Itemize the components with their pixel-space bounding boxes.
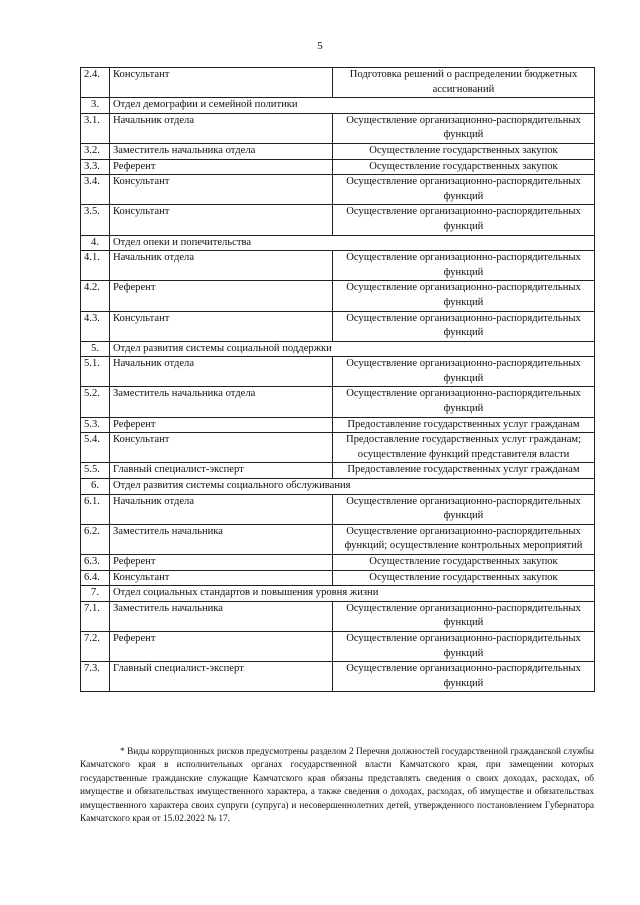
positions-table-body [81, 68, 595, 692]
position-title: Референт [110, 281, 333, 311]
position-title: Консультант [110, 570, 333, 586]
table-row [81, 281, 595, 311]
table-row [81, 175, 595, 205]
position-title: Начальник отдела [110, 113, 333, 143]
corruption-risk-function: Осуществление организационно-распорядительных функций [333, 631, 595, 661]
table-row [81, 601, 595, 631]
table-row [81, 113, 595, 143]
row-number: 5.4. [81, 433, 110, 463]
row-number: 5.5. [81, 463, 110, 479]
row-number: 3.5. [81, 205, 110, 235]
section-row [81, 479, 595, 495]
corruption-risk-function: Предоставление государственных услуг гражданам [333, 463, 595, 479]
corruption-risk-function: Подготовка решений о распределении бюджетных ассигнований [333, 68, 595, 98]
corruption-risk-function: Осуществление организационно-распорядительных функций [333, 311, 595, 341]
corruption-risk-function: Осуществление организационно-распорядительных функций [333, 357, 595, 387]
row-number: 7.1. [81, 601, 110, 631]
position-title: Заместитель начальника [110, 524, 333, 554]
corruption-risk-function: Осуществление организационно-распорядительных функций [333, 601, 595, 631]
corruption-risk-function: Осуществление организационно-распорядительных функций [333, 113, 595, 143]
section-row [81, 586, 595, 602]
table-row [81, 570, 595, 586]
table-row [81, 251, 595, 281]
row-number: 7.3. [81, 662, 110, 692]
row-number: 3.4. [81, 175, 110, 205]
table-row [81, 555, 595, 571]
position-title: Начальник отдела [110, 494, 333, 524]
table-row [81, 357, 595, 387]
corruption-risk-function: Осуществление организационно-распорядительных функций [333, 494, 595, 524]
section-title: Отдел опеки и попечительства [110, 235, 595, 251]
row-number: 6.3. [81, 555, 110, 571]
position-title: Консультант [110, 68, 333, 98]
row-number: 5.2. [81, 387, 110, 417]
section-row [81, 235, 595, 251]
corruption-risk-function: Осуществление организационно-распорядительных функций [333, 662, 595, 692]
row-number: 3.3. [81, 159, 110, 175]
section-title: Отдел развития системы социального обслуживания [110, 479, 595, 495]
table-row [81, 387, 595, 417]
position-title: Заместитель начальника отдела [110, 387, 333, 417]
table-row [81, 311, 595, 341]
corruption-risk-function: Осуществление государственных закупок [333, 143, 595, 159]
row-number: 6.1. [81, 494, 110, 524]
section-number: 6. [81, 479, 110, 495]
table-row [81, 143, 595, 159]
table-row [81, 159, 595, 175]
position-title: Главный специалист-эксперт [110, 463, 333, 479]
position-title: Начальник отдела [110, 251, 333, 281]
table-row [81, 68, 595, 98]
corruption-risk-function: Осуществление организационно-распорядительных функций [333, 205, 595, 235]
position-title: Консультант [110, 175, 333, 205]
row-number: 2.4. [81, 68, 110, 98]
footnote: * Виды коррупционных рисков предусмотрены разделом 2 Перечня должностей государственной гражданской службы Камчатского края в исполнительных органах государственной власти Камчатского края, при замещении которых государственные гражданские служащие Камчатского края обязаны представлять сведения о своих доходах, расходах, об имуществе и обязательствах имущественного характера, а также сведения о доходах, расходах, об имуществе и обязательствах имущественного характера своих супруги (супруга) и несовершеннолетних детей, утвержденного постановлением Губернатора Камчатского края от 15.02.2022 № 17. [80, 747, 594, 825]
section-number: 7. [81, 586, 110, 602]
positions-table [80, 67, 595, 692]
row-number: 7.2. [81, 631, 110, 661]
table-row [81, 662, 595, 692]
row-number: 5.3. [81, 417, 110, 433]
table-row [81, 524, 595, 554]
table-row [81, 417, 595, 433]
position-title: Консультант [110, 433, 333, 463]
section-number: 3. [81, 98, 110, 114]
row-number: 4.2. [81, 281, 110, 311]
corruption-risk-function: Осуществление государственных закупок [333, 159, 595, 175]
section-row [81, 98, 595, 114]
position-title: Заместитель начальника отдела [110, 143, 333, 159]
corruption-risk-function: Осуществление государственных закупок [333, 570, 595, 586]
row-number: 6.2. [81, 524, 110, 554]
position-title: Начальник отдела [110, 357, 333, 387]
corruption-risk-function: Осуществление государственных закупок [333, 555, 595, 571]
row-number: 6.4. [81, 570, 110, 586]
corruption-risk-function: Осуществление организационно-распорядительных функций [333, 175, 595, 205]
row-number: 3.1. [81, 113, 110, 143]
corruption-risk-function: Предоставление государственных услуг гражданам [333, 417, 595, 433]
position-title: Консультант [110, 205, 333, 235]
section-number: 5. [81, 341, 110, 357]
table-row [81, 631, 595, 661]
section-row [81, 341, 595, 357]
position-title: Референт [110, 631, 333, 661]
section-title: Отдел социальных стандартов и повышения уровня жизни [110, 586, 595, 602]
row-number: 4.1. [81, 251, 110, 281]
corruption-risk-function: Осуществление организационно-распорядительных функций [333, 251, 595, 281]
position-title: Заместитель начальника [110, 601, 333, 631]
section-number: 4. [81, 235, 110, 251]
page-number: 5 [317, 40, 323, 52]
position-title: Консультант [110, 311, 333, 341]
position-title: Референт [110, 159, 333, 175]
table-row [81, 433, 595, 463]
corruption-risk-function: Осуществление организационно-распорядительных функций [333, 281, 595, 311]
corruption-risk-function: Осуществление организационно-распорядительных функций [333, 387, 595, 417]
row-number: 4.3. [81, 311, 110, 341]
section-title: Отдел развития системы социальной поддержки [110, 341, 595, 357]
position-title: Главный специалист-эксперт [110, 662, 333, 692]
corruption-risk-function: Осуществление организационно-распорядительных функций; осуществление контрольных мероприятий [333, 524, 595, 554]
section-title: Отдел демографии и семейной политики [110, 98, 595, 114]
row-number: 5.1. [81, 357, 110, 387]
row-number: 3.2. [81, 143, 110, 159]
table-row [81, 205, 595, 235]
position-title: Референт [110, 417, 333, 433]
table-row [81, 463, 595, 479]
table-row [81, 494, 595, 524]
position-title: Референт [110, 555, 333, 571]
corruption-risk-function: Предоставление государственных услуг гражданам; осуществление функций представителя власти [333, 433, 595, 463]
